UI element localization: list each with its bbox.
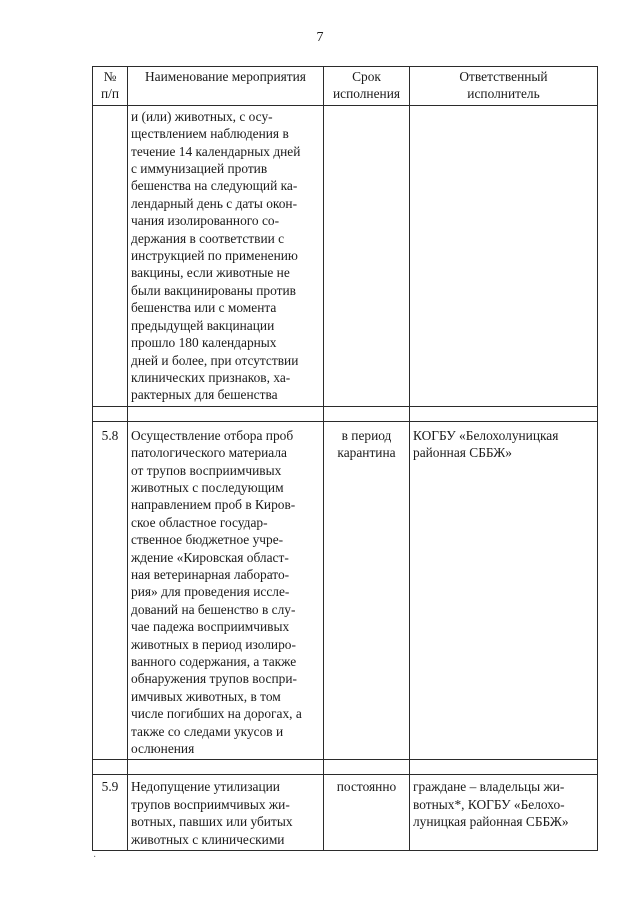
- cell-text-line: карантина: [337, 445, 396, 461]
- cell-text-line: дований на бешенство в слу-: [131, 601, 296, 617]
- row-measure-name: [128, 775, 324, 851]
- row-deadline: [324, 421, 410, 760]
- header-line: исполнения: [332, 86, 401, 102]
- cell-text-line: имчивых животных, в том: [131, 688, 281, 704]
- row-number: 5.8: [93, 421, 128, 760]
- header-responsible: [410, 67, 598, 106]
- cell-text-line: чае падежа восприимчивых: [131, 619, 290, 635]
- cell-text-line: луницкая районная СББЖ»: [413, 814, 569, 830]
- cell-text-line: животных с клиническими: [131, 831, 285, 847]
- header-line: Наименование мероприятия: [145, 69, 306, 84]
- cell-text-line: клинических признаков, ха-: [131, 369, 291, 385]
- table-row: [93, 105, 598, 406]
- cell-text-line: Осуществление отбора проб: [131, 427, 294, 443]
- row-spacer: [93, 406, 598, 421]
- cell-text-line: постоянно: [336, 779, 397, 795]
- cell-text-line: животных с последующим: [131, 479, 284, 495]
- table-header-row: [93, 67, 598, 106]
- cell-text-line: вотных*, КОГБУ «Белохо-: [413, 796, 565, 812]
- header-deadline: [324, 67, 410, 106]
- table-row: [93, 421, 598, 760]
- row-responsible: [410, 105, 598, 406]
- header-line: №: [103, 69, 117, 84]
- row-deadline: [324, 105, 410, 406]
- cell-text-line: трупов восприимчивых жи-: [131, 796, 290, 812]
- cell-text-line: ственное бюджетное учре-: [131, 532, 284, 548]
- page-number: 7: [316, 30, 324, 45]
- measures-table: [92, 66, 598, 851]
- cell-text-line: чания изолированного со-: [131, 213, 280, 229]
- cell-text-line: течение 14 календарных дней: [131, 143, 301, 159]
- cell-text-line: ское областное государ-: [131, 514, 268, 530]
- cell-text-line: направлением проб в Киров-: [131, 497, 296, 513]
- header-measure-name: [128, 67, 324, 106]
- cell-text-line: инструкцией по применению: [131, 248, 298, 264]
- row-number: 5.9: [93, 775, 128, 851]
- row-responsible: [410, 421, 598, 760]
- cell-text-line: дней и более, при отсутствии: [131, 352, 299, 368]
- header-line: п/п: [100, 86, 120, 102]
- cell-text-line: лендарный день с даты окон-: [131, 195, 298, 211]
- cell-text-line: ная ветеринарная лаборато-: [131, 566, 290, 582]
- cell-text-line: от трупов восприимчивых: [131, 462, 282, 478]
- cell-text-line: Недопущение утилизации: [131, 779, 280, 795]
- row-spacer: [93, 760, 598, 775]
- cell-text-line: числе погибших на дорогах, а: [131, 706, 302, 722]
- row-number: [93, 105, 128, 406]
- cell-text-line: прошло 180 календарных: [131, 335, 277, 351]
- row-deadline: [324, 775, 410, 851]
- scan-speck: ·: [93, 852, 97, 863]
- cell-text-line: патологического материала: [131, 445, 287, 461]
- cell-text-line: обнаружения трупов воспри-: [131, 671, 297, 687]
- cell-text-line: рактерных для бешенства: [131, 387, 278, 403]
- cell-text-line: держания в соответствии с: [131, 230, 285, 246]
- row-measure-name: [128, 421, 324, 760]
- cell-text-line: с иммунизацией против: [131, 161, 268, 177]
- cell-text-line: и (или) животных, с осу-: [131, 108, 273, 124]
- cell-text-line: животных в период изолиро-: [131, 636, 296, 652]
- cell-text-line: граждане – владельцы жи-: [413, 779, 565, 795]
- cell-text-line: предыдущей вакцинации: [131, 317, 275, 333]
- row-responsible: [410, 775, 598, 851]
- cell-text-line: ждение «Кировская област-: [131, 549, 289, 565]
- header-number: [93, 67, 128, 106]
- cell-text-line: бешенства или с момента: [131, 300, 277, 316]
- cell-text-line: ванного содержания, а также: [131, 654, 297, 669]
- row-measure-name: [128, 105, 324, 406]
- cell-text-line: ослюнения: [131, 741, 195, 757]
- header-line: Срок: [352, 69, 381, 84]
- cell-text-line: КОГБУ «Белохолуницкая: [413, 427, 559, 443]
- cell-text-line: вотных, павших или убитых: [131, 814, 293, 830]
- cell-text-line: вакцины, если животные не: [131, 265, 290, 281]
- cell-text-line: бешенства на следующий ка-: [131, 178, 298, 194]
- header-line: Ответственный: [459, 69, 548, 84]
- cell-text-line: также со следами укусов и: [131, 723, 284, 739]
- cell-text-line: ществлением наблюдения в: [131, 126, 289, 142]
- cell-text-line: в период: [341, 427, 392, 443]
- cell-text-line: были вакцинированы против: [131, 282, 296, 298]
- table-row: [93, 775, 598, 851]
- cell-text-line: районная СББЖ»: [413, 445, 512, 461]
- header-line: исполнитель: [467, 86, 540, 102]
- cell-text-line: рия» для проведения иссле-: [131, 584, 290, 600]
